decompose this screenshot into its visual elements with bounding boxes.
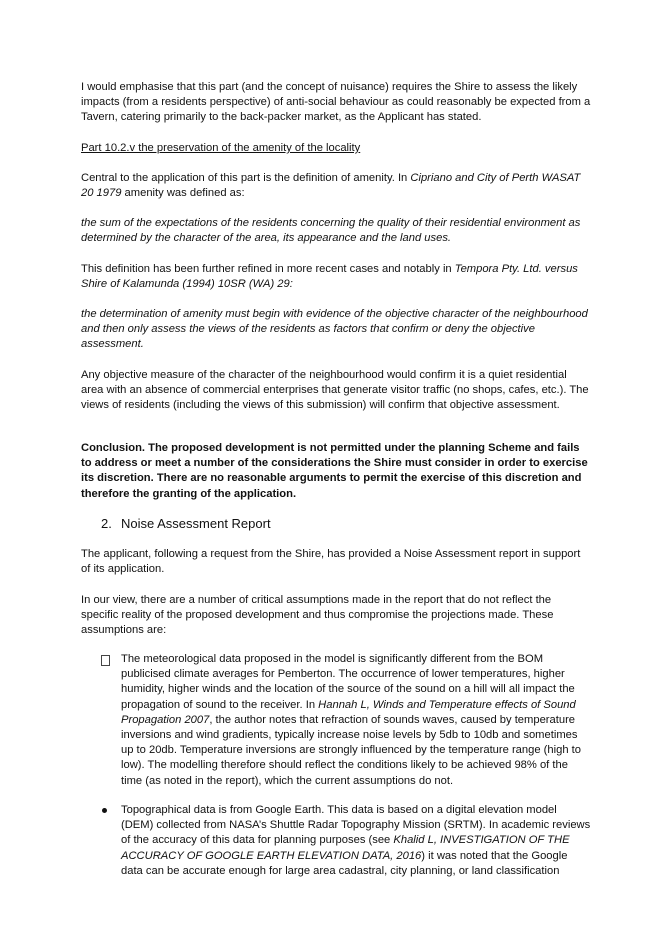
paragraph-text: Topographical data is from Google Earth. This data is based on a digital elevation model (DEM) collected from NASA’s Shuttle Radar Topography Mission (SRTM). In academic reviews of the accuracy of this data for planning purposes (see bbox=[121, 804, 591, 847]
quote-amenity bbox=[81, 216, 591, 246]
list-item-text bbox=[121, 652, 591, 789]
paragraph-nuisance bbox=[81, 80, 591, 126]
quote-determination bbox=[81, 307, 591, 353]
reference-citation: Khalid L, INVESTIGATION OF THE ACCURACY OF GOOGLE EARTH ELEVATION DATA, 2016 bbox=[121, 834, 570, 862]
paragraph-text: Any objective measure of the character of the neighbourhood would confirm it is a quiet residential area with an absence of commercial enterprises that generate visitor traffic (no shops, cafes, etc.). The views of residents (including the views of this submission) will confirm that objective assessment. bbox=[81, 369, 589, 412]
paragraph-text: Central to the application of this part is the definition of amenity. In bbox=[81, 172, 411, 184]
list-item-text bbox=[121, 803, 591, 879]
section-title: Noise Assessment Report bbox=[121, 516, 271, 531]
paragraph-text: This definition has been further refined in more recent cases and notably in bbox=[81, 263, 455, 275]
conclusion-paragraph bbox=[81, 441, 591, 502]
case-citation: Cipriano and City of Perth WASAT 20 1979 bbox=[81, 172, 581, 200]
paragraph-noise-report bbox=[81, 547, 591, 577]
part-heading-text: Part 10.2.v the preservation of the amenity of the locality bbox=[81, 142, 361, 154]
paragraph-text: amenity was defined as: bbox=[121, 187, 245, 200]
paragraph-text: The meteorological data proposed in the model is significantly different from the BOM publicised climate averages for Pemberton. The occurrence of lower temperatures, higher humidity, higher winds and the location of the source of the sound on a hill will all impact the propagation of sound to the receiver. In bbox=[121, 653, 575, 711]
bullet-dot-icon bbox=[101, 803, 115, 818]
paragraph-text: ) it was noted that the Google data can be accurate enough for large area cadastral, city planning, or land classification bbox=[121, 849, 568, 877]
case-citation: Tempora Pty. Ltd. versus Shire of Kalamunda (1994) 10SR (WA) 29: bbox=[81, 263, 578, 291]
paragraph-amenity-definition bbox=[81, 171, 591, 201]
paragraph-text: I would emphasise that this part (and the concept of nuisance) requires the Shire to assess the likely impacts (from a residents perspective) of anti-social behaviour as could reasonably be expected from a Tavern, catering primarily to the back-packer market, as the Applicant has stated. bbox=[81, 81, 591, 124]
quote-text: the sum of the expectations of the residents concerning the quality of their residential environment as determined by the character of the area, its appearance and the land uses. bbox=[81, 217, 581, 245]
quote-text: the determination of amenity must begin with evidence of the objective character of the neighbourhood and then only assess the views of the residents as factors that confirm or deny the objective assessment. bbox=[81, 308, 588, 351]
paragraph-refined-definition bbox=[81, 262, 591, 292]
section-heading bbox=[101, 516, 271, 532]
box-glyph-icon bbox=[101, 652, 115, 671]
paragraph-objective-measure bbox=[81, 368, 591, 414]
section-number: 2. bbox=[101, 516, 112, 531]
conclusion-text: Conclusion. The proposed development is not permitted under the planning Scheme and fails to address or meet a number of the considerations the Shire must consider in order to exercise its discretion. There are no reasonable arguments to permit the exercise of this discretion and therefore the granting of the application. bbox=[81, 442, 588, 500]
paragraph-text: In our view, there are a number of critical assumptions made in the report that do not reflect the specific reality of the proposed development and thus compromise the projections made. These assumptions are: bbox=[81, 594, 554, 637]
reference-citation: Hannah L, Winds and Temperature effects of Sound Propagation 2007 bbox=[121, 698, 576, 726]
paragraph-assumptions bbox=[81, 593, 591, 639]
paragraph-text: , the author notes that refraction of sounds waves, caused by temperature inversions and wind gradients, typically increase noise levels by 5db to 10db and sometimes up to 20db. Temperature inversions are strongly influenced by the temperature range (high to low). The modelling therefore should reflect the conditions likely to be achieved 98% of the time (as noted in the report), which the current assumptions do not. bbox=[121, 713, 581, 787]
part-heading bbox=[81, 141, 591, 156]
paragraph-text: The applicant, following a request from the Shire, has provided a Noise Assessment report in support of its application. bbox=[81, 548, 581, 576]
